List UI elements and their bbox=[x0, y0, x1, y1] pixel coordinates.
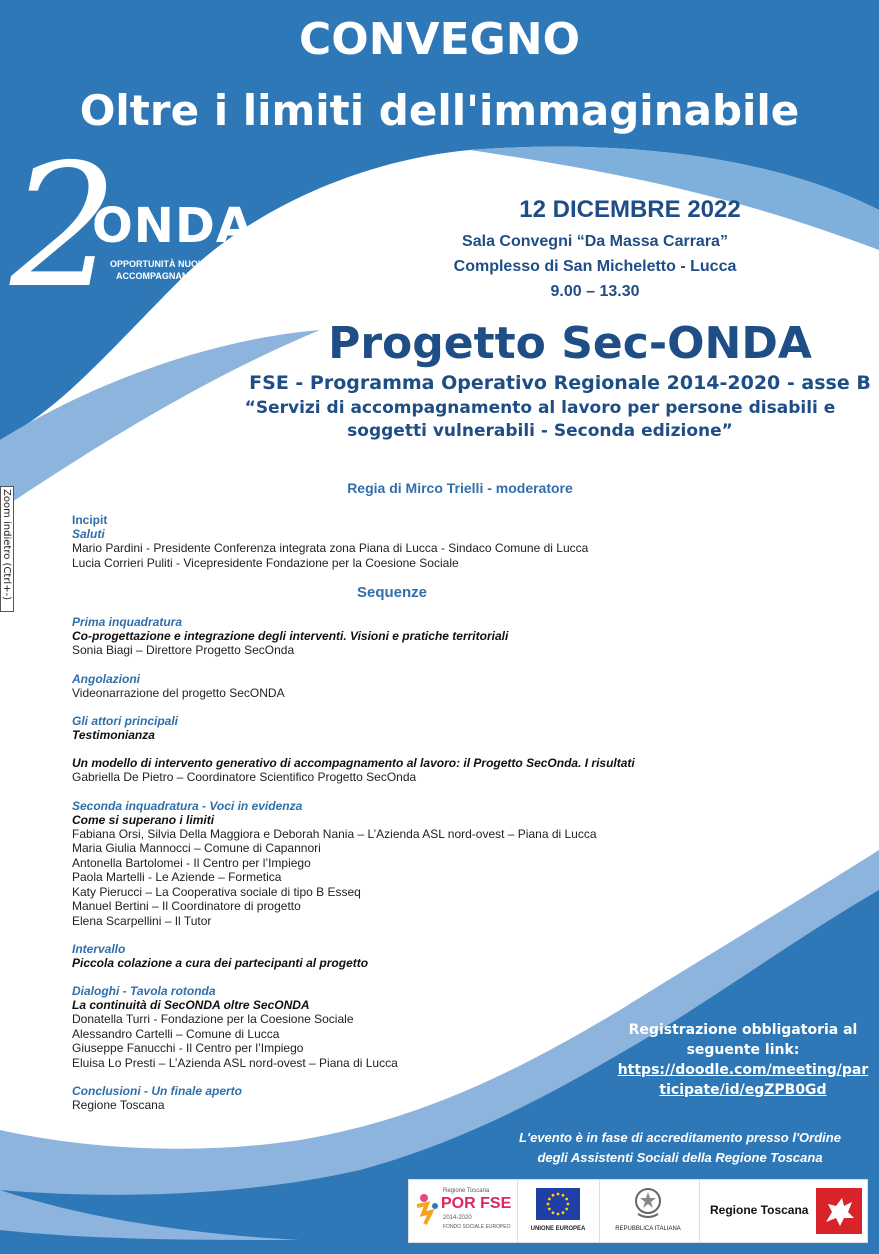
seconda-line: Fabiana Orsi, Silvia Della Maggiora e Deborah Nania – L’Azienda ASL nord-ovest – Piana di Lucca bbox=[72, 826, 597, 841]
registration-link-part-1[interactable]: https://doodle.com/meeting/par bbox=[617, 1062, 869, 1078]
section-seconda bbox=[72, 799, 712, 929]
zoom-out-tooltip-text: Zoom indietro (Ctrl+-) bbox=[1, 489, 12, 601]
registration-line-1: Registrazione obbligatoria al bbox=[628, 1022, 858, 1038]
logo-numeral: 2 bbox=[10, 128, 119, 326]
attori-bold: Testimonianza bbox=[72, 728, 155, 742]
section-angolazioni bbox=[72, 672, 712, 701]
section-incipit bbox=[72, 513, 712, 570]
zoom-out-tooltip bbox=[0, 486, 14, 612]
event-date: 12 DICEMBRE 2022 bbox=[519, 196, 741, 223]
por-small: Regione Toscana bbox=[443, 1188, 490, 1194]
prima-heading: Prima inquadratura bbox=[72, 615, 183, 629]
section-attori bbox=[72, 714, 712, 742]
sponsor-logos bbox=[408, 1179, 868, 1243]
modello-line: Gabriella De Pietro – Coordinatore Scientifico Progetto SecOnda bbox=[72, 770, 417, 784]
accreditation-line-1: L'evento è in fase di accreditamento presso l'Ordine bbox=[519, 1130, 841, 1145]
incipit-sub: Saluti bbox=[72, 527, 105, 541]
eu-label: UNIONE EUROPEA bbox=[530, 1226, 586, 1232]
conclusioni-line: Regione Toscana bbox=[72, 1098, 165, 1112]
intervallo-bold: Piccola colazione a cura dei partecipanti al progetto bbox=[72, 956, 369, 970]
event-place: Complesso di San Micheletto - Lucca bbox=[453, 258, 737, 275]
project-quote-2: soggetti vulnerabili - Seconda edizione” bbox=[347, 421, 733, 441]
seconda-heading: Seconda inquadratura - Voci in evidenza bbox=[72, 798, 303, 813]
italy-logo bbox=[599, 1180, 696, 1242]
incipit-line: Mario Pardini - Presidente Conferenza integrata zona Piana di Lucca - Sindaco Comune di Lucca bbox=[72, 541, 589, 555]
accreditation bbox=[470, 1128, 879, 1168]
angolazioni-heading: Angolazioni bbox=[72, 671, 140, 686]
incipit-line: Lucia Corrieri Puliti - Vicepresidente Fondazione per la Coesione Sociale bbox=[72, 555, 459, 570]
seconda-logo bbox=[10, 128, 260, 330]
incipit-heading: Incipit bbox=[72, 513, 108, 527]
seconda-line: Elena Scarpellini – Il Tutor bbox=[72, 913, 212, 928]
por-fse-icon bbox=[415, 1192, 439, 1226]
seconda-line: Maria Giulia Mannocci – Comune di Capannori bbox=[72, 841, 321, 855]
italy-emblem-icon bbox=[633, 1186, 663, 1220]
section-prima bbox=[72, 615, 712, 658]
logo-word: ONDA bbox=[92, 198, 254, 254]
prima-bold: Co-progettazione e integrazione degli interventi. Visioni e pratiche territoriali bbox=[72, 629, 509, 643]
accreditation-line-2: degli Assistenti Sociali della Regione Toscana bbox=[537, 1150, 823, 1165]
moderator: Regia di Mirco Trielli - moderatore bbox=[347, 480, 573, 496]
seconda-line: Katy Pierucci – La Cooperativa sociale di tipo B Esseq bbox=[72, 884, 361, 899]
project-program: FSE - Programma Operativo Regionale 2014-2020 - asse B bbox=[249, 372, 871, 394]
italy-label: REPUBBLICA ITALIANA bbox=[615, 1226, 681, 1232]
registration bbox=[612, 1020, 874, 1100]
logo-tagline-2: ACCOMPAGNAMENTO bbox=[116, 271, 215, 281]
page-subtitle: Oltre i limiti dell'immaginabile bbox=[79, 86, 800, 135]
project-title: Progetto Sec-ONDA bbox=[328, 318, 812, 369]
seconda-line: Manuel Bertini – Il Coordinatore di progetto bbox=[72, 899, 301, 913]
conclusioni-heading: Conclusioni - Un finale aperto bbox=[72, 1084, 243, 1098]
dialoghi-bold: La continuità di SecONDA oltre SecONDA bbox=[72, 998, 310, 1012]
registration-line-2: seguente link: bbox=[686, 1042, 800, 1058]
sequenze-heading: Sequenze bbox=[356, 584, 428, 601]
por-main: POR FSE bbox=[441, 1195, 512, 1212]
logo-tagline-1: OPPORTUNITÀ NUOVE DI bbox=[110, 259, 222, 269]
por-fse-logo bbox=[409, 1180, 513, 1242]
dialoghi-line: Eluisa Lo Presti – L’Azienda ASL nord-ovest – Piana di Lucca bbox=[72, 1055, 398, 1070]
dialoghi-line: Giuseppe Fanucchi - Il Centro per l’Impiego bbox=[72, 1041, 304, 1055]
section-modello bbox=[72, 756, 712, 785]
seconda-bold: Come si superano i limiti bbox=[72, 812, 215, 827]
seconda-line: Antonella Bartolomei - Il Centro per l’Impiego bbox=[72, 855, 311, 870]
por-fund: FONDO SOCIALE EUROPEO bbox=[443, 1224, 511, 1230]
page-title: CONVEGNO bbox=[299, 14, 580, 65]
registration-link-part-2[interactable]: ticipate/id/egZPB0Gd bbox=[659, 1082, 827, 1098]
section-intervallo bbox=[72, 942, 712, 970]
dialoghi-heading: Dialoghi - Tavola rotonda bbox=[72, 984, 216, 998]
eu-logo bbox=[517, 1180, 598, 1242]
por-years: 2014-2020 bbox=[443, 1215, 472, 1221]
toscana-logo bbox=[699, 1180, 868, 1242]
registration-link[interactable] bbox=[612, 1060, 874, 1100]
seconda-line: Paola Martelli - Le Aziende – Formetica bbox=[72, 870, 282, 884]
project-quote-1: “Servizi di accompagnamento al lavoro per persone disabili e bbox=[244, 398, 836, 418]
toscana-pegasus-icon bbox=[816, 1188, 862, 1234]
dialoghi-line: Alessandro Cartelli – Comune di Lucca bbox=[72, 1026, 280, 1041]
eu-flag-icon bbox=[536, 1188, 580, 1220]
modello-bold: Un modello di intervento generativo di accompagnamento al lavoro: il Progetto SecOnda. I risultati bbox=[72, 756, 635, 770]
dialoghi-line: Donatella Turri - Fondazione per la Coesione Sociale bbox=[72, 1012, 354, 1026]
attori-heading: Gli attori principali bbox=[72, 714, 179, 728]
event-venue: Sala Convegni “Da Massa Carrara” bbox=[462, 233, 728, 250]
prima-line: Sonia Biagi – Direttore Progetto SecOnda bbox=[72, 643, 295, 657]
toscana-label: Regione Toscana bbox=[710, 1203, 809, 1217]
event-time: 9.00 – 13.30 bbox=[550, 283, 640, 300]
angolazioni-line: Videonarrazione del progetto SecONDA bbox=[72, 685, 285, 700]
intervallo-heading: Intervallo bbox=[72, 942, 126, 956]
